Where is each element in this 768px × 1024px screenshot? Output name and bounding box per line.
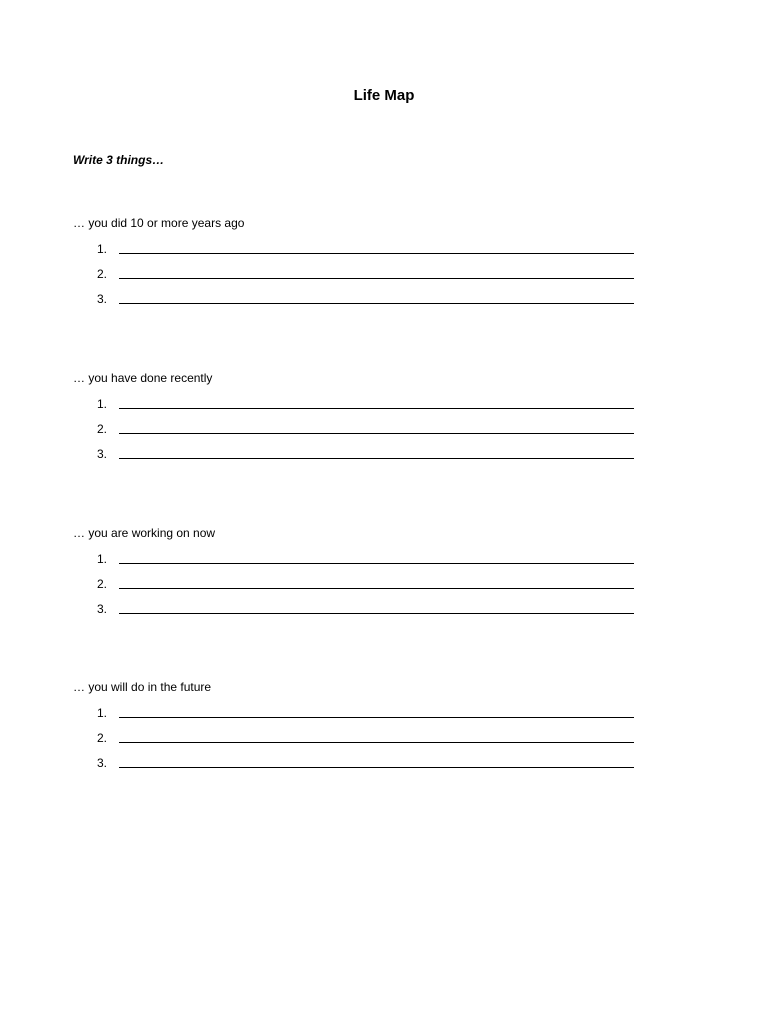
list-item (73, 446, 653, 471)
answer-list (73, 396, 653, 471)
item-number: 2. (97, 267, 108, 281)
answer-list (73, 241, 653, 316)
answer-line (119, 613, 634, 614)
answer-line (119, 303, 634, 304)
list-item (73, 266, 653, 291)
section-heading: … you will do in the future (73, 680, 212, 694)
answer-line (119, 458, 634, 459)
list-item (73, 755, 653, 780)
list-item (73, 421, 653, 446)
item-number: 1. (97, 552, 108, 566)
list-item (73, 601, 653, 626)
section-future (73, 679, 653, 770)
answer-list (73, 551, 653, 626)
item-number: 3. (97, 292, 108, 306)
list-item (73, 730, 653, 755)
list-item (73, 396, 653, 421)
answer-line (119, 278, 634, 279)
answer-line (119, 767, 634, 768)
answer-line (119, 408, 634, 409)
list-item (73, 241, 653, 266)
item-number: 3. (97, 756, 108, 770)
item-number: 3. (97, 602, 108, 616)
answer-line (119, 253, 634, 254)
answer-line (119, 563, 634, 564)
list-item (73, 576, 653, 601)
item-number: 1. (97, 397, 108, 411)
answer-line (119, 742, 634, 743)
page-title: Life Map (353, 87, 415, 104)
list-item (73, 291, 653, 316)
list-item (73, 551, 653, 576)
section-past (73, 215, 653, 306)
item-number: 1. (97, 706, 108, 720)
item-number: 3. (97, 447, 108, 461)
answer-line (119, 717, 634, 718)
section-heading: … you did 10 or more years ago (73, 216, 245, 230)
intro-text: Write 3 things… (73, 153, 165, 167)
answer-list (73, 705, 653, 780)
item-number: 1. (97, 242, 108, 256)
item-number: 2. (97, 422, 108, 436)
item-number: 2. (97, 731, 108, 745)
answer-line (119, 433, 634, 434)
section-heading: … you have done recently (73, 371, 213, 385)
section-now (73, 525, 653, 616)
section-recent (73, 370, 653, 461)
section-heading: … you are working on now (73, 526, 216, 540)
list-item (73, 705, 653, 730)
answer-line (119, 588, 634, 589)
item-number: 2. (97, 577, 108, 591)
